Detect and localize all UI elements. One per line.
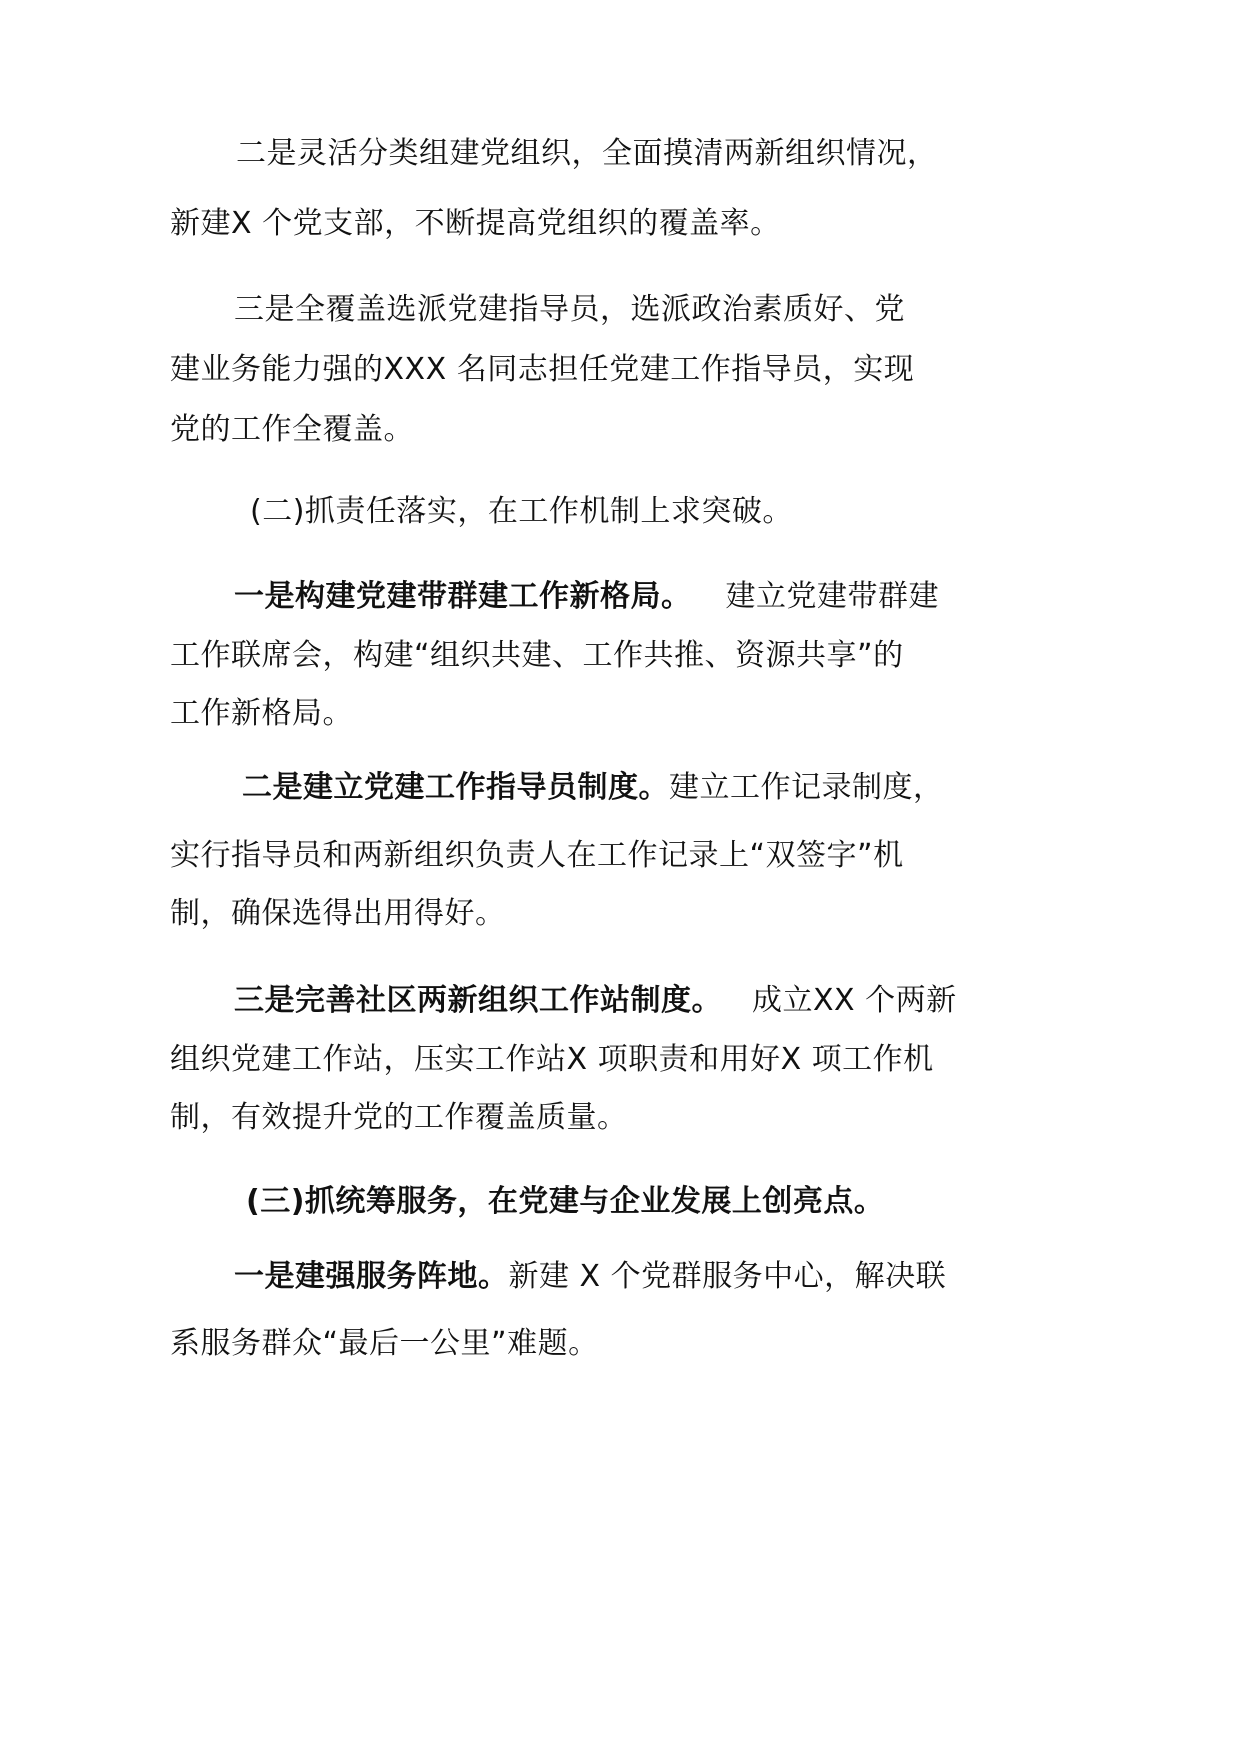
section-heading-2: (二)抓责任落实，在工作机制上求突破。 xyxy=(250,494,793,529)
paragraph-2-line-2: 建业务能力强的XXX 名同志担任党建工作指导员，实现 xyxy=(170,352,915,387)
paragraph-5-lead-bold: 三是完善社区两新组织工作站制度。 xyxy=(234,983,722,1018)
paragraph-3-line-1 xyxy=(234,577,939,617)
paragraph-3-line-2: 工作联席会，构建“组织共建、工作共推、资源共享”的 xyxy=(170,638,904,673)
paragraph-1-line-2: 新建X 个党支部，不断提高党组织的覆盖率。 xyxy=(170,206,781,241)
paragraph-2-line-3: 党的工作全覆盖。 xyxy=(170,412,414,447)
section-heading-3: (三)抓统筹服务，在党建与企业发展上创亮点。 xyxy=(246,1184,885,1219)
paragraph-2-line-1: 三是全覆盖选派党建指导员，选派政治素质好、党 xyxy=(234,292,905,327)
paragraph-1-line-1: 二是灵活分类组建党组织，全面摸清两新组织情况， xyxy=(236,136,938,171)
paragraph-5-line-2: 组织党建工作站，压实工作站X 项职责和用好X 项工作机 xyxy=(170,1042,934,1077)
paragraph-3-line-1-rest: 建立党建带群建 xyxy=(725,579,939,614)
paragraph-6-line-1-rest: 新建 X 个党群服务中心，解决联 xyxy=(508,1259,947,1294)
paragraph-6-line-1 xyxy=(234,1257,946,1297)
paragraph-5-line-3: 制，有效提升党的工作覆盖质量。 xyxy=(170,1100,628,1135)
paragraph-4-line-3: 制，确保选得出用得好。 xyxy=(170,896,506,931)
paragraph-4-lead-bold: 二是建立党建工作指导员制度。 xyxy=(242,770,669,805)
paragraph-3-lead-bold: 一是构建党建带群建工作新格局。 xyxy=(234,579,692,614)
paragraph-4-line-1-rest: 建立工作记录制度， xyxy=(669,770,944,805)
paragraph-5-line-1 xyxy=(234,981,957,1021)
paragraph-4-line-2: 实行指导员和两新组织负责人在工作记录上“双签字”机 xyxy=(170,838,904,873)
paragraph-3-line-3: 工作新格局。 xyxy=(170,696,353,731)
paragraph-6-line-2: 系服务群众“最后一公里”难题。 xyxy=(170,1326,599,1361)
paragraph-6-lead-bold: 一是建强服务阵地。 xyxy=(234,1259,509,1294)
paragraph-4-line-1 xyxy=(242,768,944,808)
paragraph-5-line-1-rest: 成立XX 个两新 xyxy=(752,983,957,1018)
